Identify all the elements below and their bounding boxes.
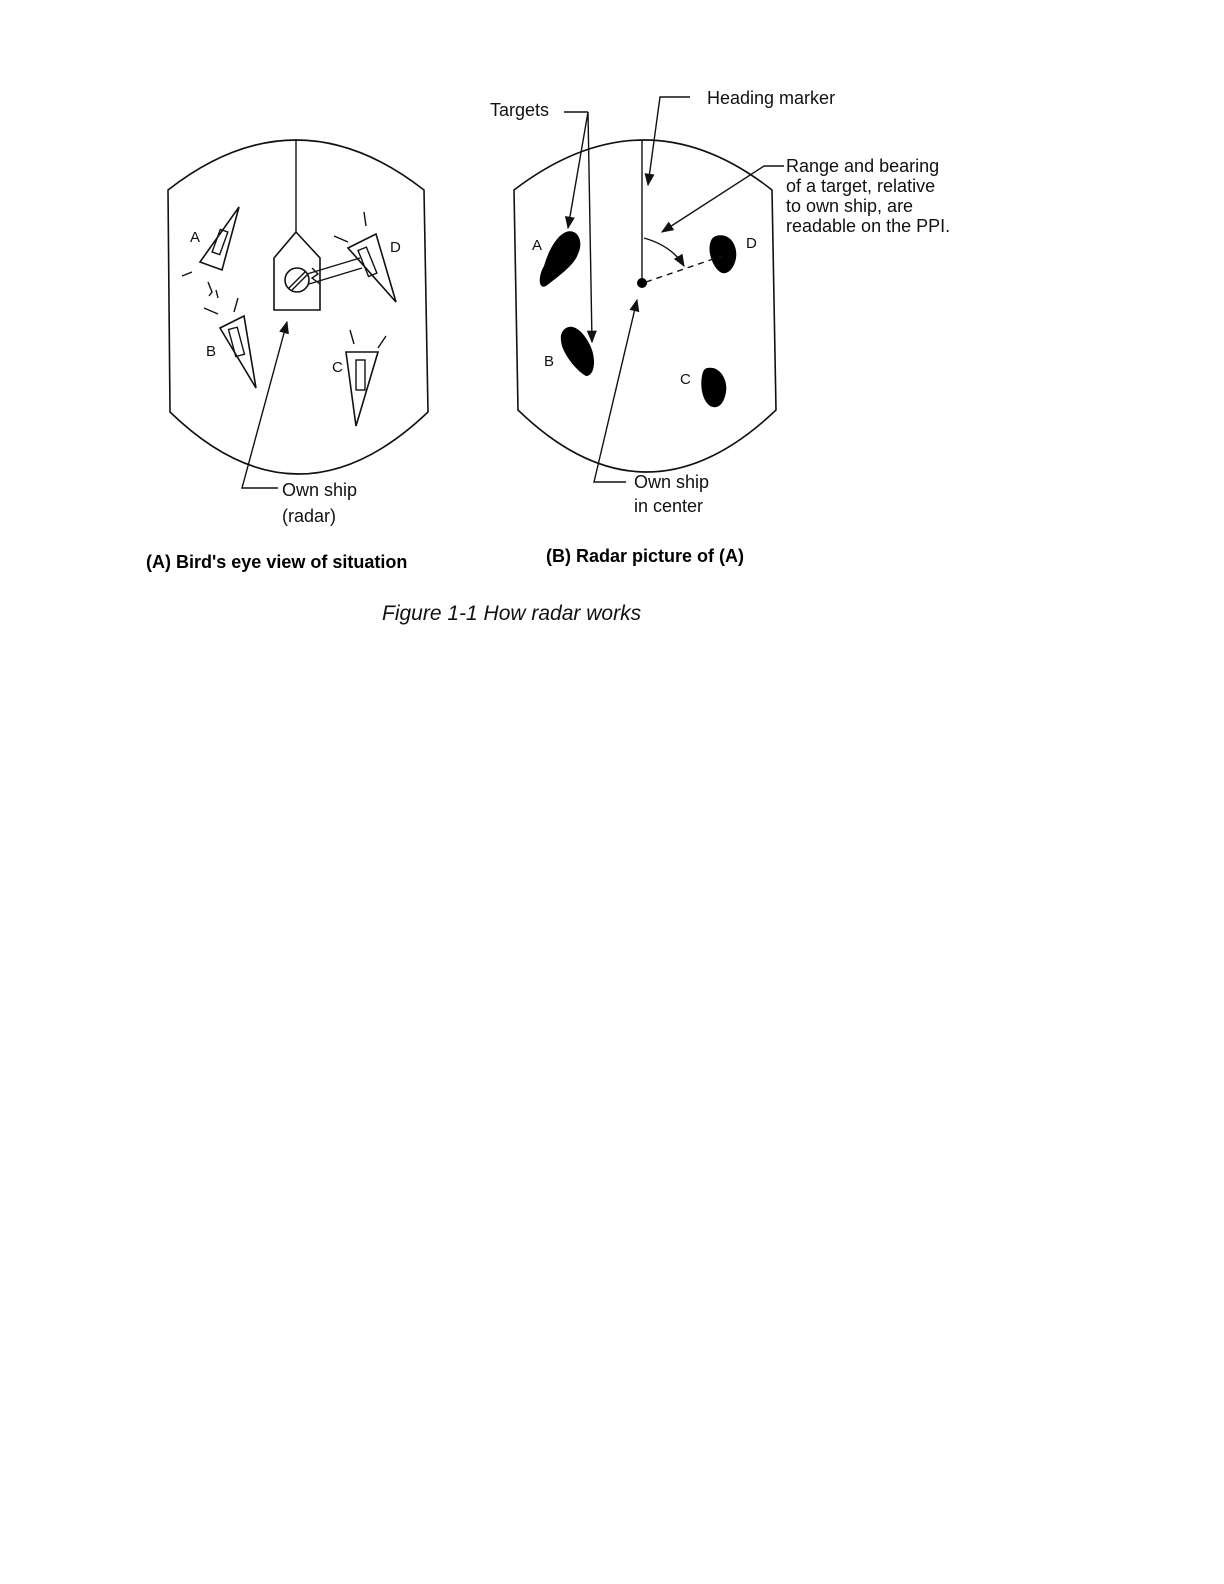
range-bearing-label-4: readable on the PPI.	[786, 216, 951, 236]
own-ship-label-1: Own ship	[282, 480, 358, 500]
own-ship-center-label-1: Own ship	[634, 472, 710, 492]
range-bearing-label-3: to own ship, are	[786, 196, 914, 216]
heading-marker-arrow	[648, 97, 690, 185]
own-ship-center-dot	[637, 278, 647, 288]
own-ship-center-arrow	[594, 300, 637, 482]
target-c-label: C	[680, 371, 691, 388]
ship-c-label: C	[332, 359, 343, 376]
bearing-angle-arc	[644, 238, 684, 266]
ship-d-label: D	[390, 239, 401, 256]
figure-caption: Figure 1-1 How radar works	[382, 602, 642, 625]
ship-a	[182, 207, 239, 298]
ship-c	[346, 330, 386, 426]
targets-arrow-a	[568, 112, 588, 228]
targets-arrow-b	[588, 112, 592, 342]
ship-d	[334, 212, 396, 302]
target-blob-c	[701, 368, 726, 407]
range-bearing-arrow	[662, 166, 784, 232]
target-blob-b	[561, 327, 594, 376]
own-ship-label-2: (radar)	[282, 506, 337, 526]
heading-marker-label: Heading marker	[707, 88, 836, 108]
ship-b-label: B	[206, 343, 217, 360]
ship-a-label: A	[190, 229, 201, 246]
radar-beam	[307, 258, 362, 284]
panel-b-caption: (B) Radar picture of (A)	[546, 546, 744, 566]
target-b-label: B	[544, 353, 555, 370]
target-a-label: A	[532, 237, 543, 254]
range-bearing-label-2: of a target, relative	[786, 176, 936, 196]
target-d-label: D	[746, 235, 757, 252]
panel-a-birds-eye-view	[146, 140, 428, 572]
target-blob-d	[709, 235, 736, 273]
bearing-dashed-line	[646, 256, 722, 282]
panel-a-display-outline	[168, 140, 428, 474]
targets-label: Targets	[490, 100, 550, 120]
range-bearing-label-1: Range and bearing	[786, 156, 940, 176]
panel-b-radar-picture	[490, 88, 950, 566]
target-blob-a	[540, 231, 581, 286]
panel-b-display-outline	[514, 140, 776, 472]
panel-a-caption: (A) Bird's eye view of situation	[146, 552, 408, 572]
own-ship-radar	[274, 232, 362, 310]
own-ship-center-label-2: in center	[634, 496, 704, 516]
